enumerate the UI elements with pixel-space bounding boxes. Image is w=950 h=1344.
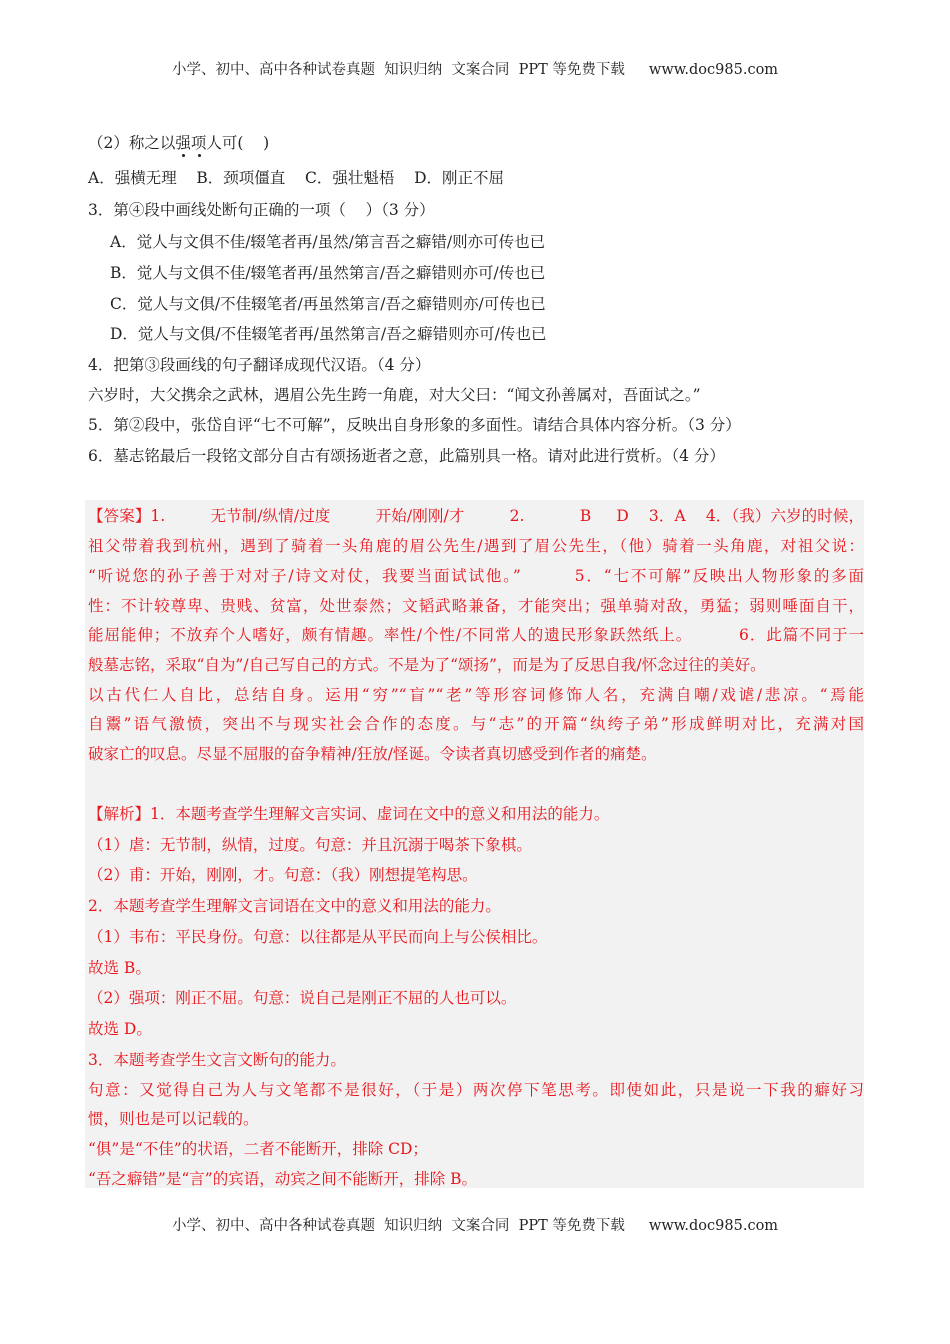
answer-line: 般墓志铭，采取“自为”/自己写自己的方式。不是为了“颂扬”，而是为了反思自我/怀念过往的美好。 xyxy=(88,656,766,674)
emphasized-char: 强 xyxy=(175,134,191,152)
question-3-option-d: D．觉人与文俱/不佳辍笔者再/虽然第言/吾之癖错则亦可/传也已 xyxy=(110,325,547,343)
footer-text: 小学、初中、高中各种试卷真题 知识归纳 文案合同 PPT 等免费下载 xyxy=(171,1218,625,1234)
analysis-line: （1）虐：无节制，纵情，过度。句意：并且沉溺于喝茶下象棋。 xyxy=(88,836,532,854)
question-4-text: 六岁时，大父携余之武林，遇眉公先生跨一角鹿，对大父曰：“闻文孙善属对，吾面试之。” xyxy=(88,386,701,404)
q2-2-prefix: （2）称之以 xyxy=(88,134,176,152)
question-3-option-a: A．觉人与文俱不佳/辍笔者再/虽然/第言吾之癖错/则亦可传也已 xyxy=(110,233,546,251)
q2-2-suffix: 人可( ) xyxy=(206,134,270,152)
footer-url[interactable]: www.doc985.com xyxy=(648,1218,779,1234)
analysis-line: “吾之癖错”是“言”的宾语，动宾之间不能断开，排除 B。 xyxy=(88,1170,478,1188)
analysis-line: “俱”是“不佳”的状语，二者不能断开，排除 CD； xyxy=(88,1140,428,1158)
question-3: 3．第④段中画线处断句正确的一项（ ）（3 分） xyxy=(88,201,435,219)
answer-line: 能屈能伸；不放弃个人嗜好，颇有情趣。率性/个性/不同常人的遗民形象跃然纸上。 6．此篇不同于一 xyxy=(88,626,864,644)
analysis-line: 故选 B。 xyxy=(88,959,151,977)
header-url[interactable]: www.doc985.com xyxy=(648,62,779,78)
answer-line: 性：不计较尊卑、贵贱、贫富，处世泰然；文韬武略兼备，才能突出；强单骑对敌，勇猛；弱则唾面自干， xyxy=(88,597,864,615)
answer-line: 【答案】1. 无节制/纵情/过度 开始/刚刚/才 2. B D 3．A 4．（我）六岁的时候， xyxy=(88,507,864,525)
answer-line: 破家亡的叹息。尽显不屈服的奋争精神/狂放/怪诞。令读者真切感受到作者的痛楚。 xyxy=(88,745,657,763)
question-2-2-options: A．强横无理 B．颈项僵直 C．强壮魁梧 D．刚正不屈 xyxy=(88,169,504,187)
analysis-line: （2）甫：开始，刚刚，才。句意：（我）刚想提笔构思。 xyxy=(88,866,478,884)
answer-line: 以古代仁人自比，总结自身。运用“穷”“盲”“老”等形容词修饰人名，充满自嘲/戏谑/悲凉。“焉能 xyxy=(88,686,864,704)
analysis-line: 【解析】1．本题考查学生理解文言实词、虚词在文中的意义和用法的能力。 xyxy=(88,805,610,823)
answer-line: “听说您的孙子善于对对子/诗文对仗，我要当面试试他。” 5．“七不可解”反映出人物形象的多面 xyxy=(88,567,864,585)
answer-line: 祖父带着我到杭州，遇到了骑着一头角鹿的眉公先生/遇到了眉公先生，（他）骑着一头角鹿，对祖父说： xyxy=(88,537,864,555)
header-text: 小学、初中、高中各种试卷真题 知识归纳 文案合同 PPT 等免费下载 xyxy=(171,62,625,78)
question-4: 4．把第③段画线的句子翻译成现代汉语。（4 分） xyxy=(88,356,431,374)
analysis-line: 2．本题考查学生理解文言词语在文中的意义和用法的能力。 xyxy=(88,897,501,915)
page-header xyxy=(0,58,950,79)
question-3-option-b: B．觉人与文俱不佳/辍笔者再/虽然第言/吾之癖错则亦可/传也已 xyxy=(110,264,546,282)
page-footer xyxy=(0,1214,950,1235)
question-5: 5．第②段中，张岱自评“七不可解”，反映出自身形象的多面性。请结合具体内容分析。（3 分） xyxy=(88,416,741,434)
analysis-line: （1）韦布：平民身份。句意：以往都是从平民而向上与公侯相比。 xyxy=(88,928,548,946)
question-3-option-c: C．觉人与文俱/不佳辍笔者/再虽然第言/吾之癖错则亦/可传也已 xyxy=(110,295,546,313)
question-2-2 xyxy=(88,133,269,153)
analysis-line: 句意：又觉得自己为人与文笔都不是很好，（于是）两次停下笔思考。即使如此，只是说一下我的癖好习 xyxy=(88,1081,864,1099)
analysis-line: 故选 D。 xyxy=(88,1020,152,1038)
analysis-line: （2）强项：刚正不屈。句意：说自己是刚正不屈的人也可以。 xyxy=(88,989,517,1007)
analysis-line: 3．本题考查学生文言文断句的能力。 xyxy=(88,1051,346,1069)
analysis-line: 惯，则也是可以记载的。 xyxy=(88,1110,259,1128)
question-6: 6．墓志铭最后一段铭文部分自古有颂扬逝者之意，此篇别具一格。请对此进行赏析。（4 分） xyxy=(88,447,725,465)
emphasized-char: 项 xyxy=(190,134,207,152)
answer-line: 自鬻”语气激愤，突出不与现实社会合作的态度。与“志”的开篇“纨绔子弟”形成鲜明对比，充满对国 xyxy=(88,715,864,733)
